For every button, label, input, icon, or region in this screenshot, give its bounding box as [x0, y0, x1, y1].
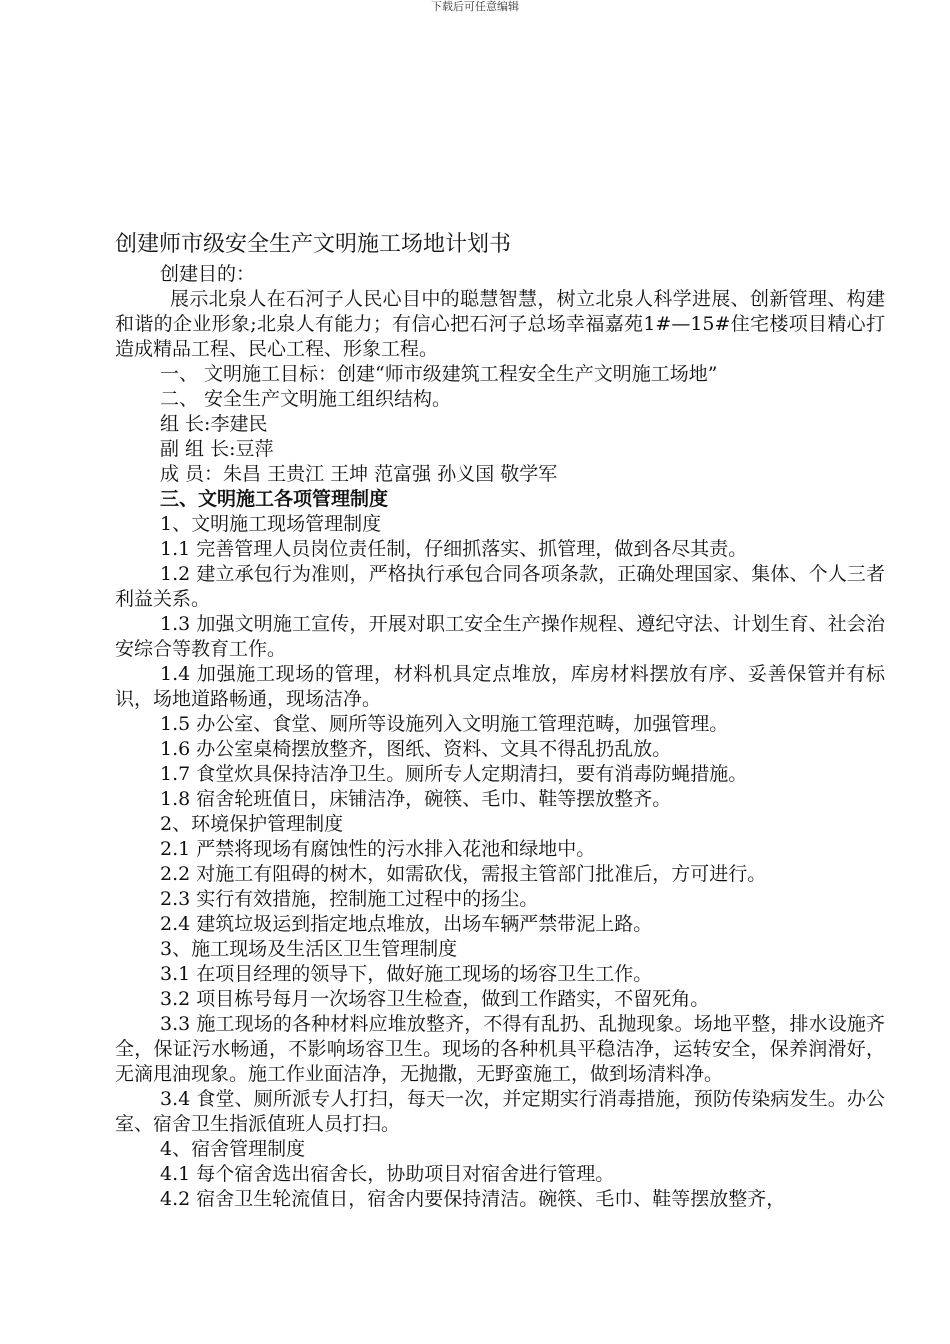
subsection-1-heading: 1、文明施工现场管理制度	[160, 513, 382, 535]
clause-1-8: 1.8 宿舍轮班值日，床铺洁净，碗筷、毛巾、鞋等摆放整齐。	[160, 788, 672, 810]
clause-3-1: 3.1 在项目经理的领导下，做好施工现场的场容卫生工作。	[160, 963, 653, 985]
clause-2-3: 2.3 实行有效措施，控制施工过程中的扬尘。	[160, 888, 539, 910]
clause-1-4: 1.4 加强施工现场的管理，材料机具定点堆放，库房材料摆放有序、妥善保管并有标识，场地道路畅通，现场洁净。	[115, 663, 885, 710]
document-title: 创建师市级安全生产文明施工场地计划书	[115, 232, 512, 257]
subsection-3-heading: 3、施工现场及生活区卫生管理制度	[160, 938, 458, 960]
subsection-4-heading: 4、宿舍管理制度	[160, 1138, 306, 1160]
section-1-goal: 一、 文明施工目标：创建“师市级建筑工程安全生产文明施工场地”	[160, 363, 718, 385]
document-body	[115, 230, 885, 1212]
clause-4-2: 4.2 宿舍卫生轮流值日，宿舍内要保持清洁。碗筷、毛巾、鞋等摆放整齐，	[160, 1188, 786, 1210]
clause-4-1: 4.1 每个宿舍选出宿舍长，协助项目对宿舍进行管理。	[160, 1163, 615, 1185]
clause-1-2: 1.2 建立承包行为准则，严格执行承包合同各项条款，正确处理国家、集体、个人三者利益关系。	[115, 563, 885, 610]
clause-1-5: 1.5 办公室、食堂、厕所等设施列入文明施工管理范畴，加强管理。	[160, 713, 729, 735]
clause-3-2: 3.2 项目栋号每月一次场容卫生检查，做到工作踏实，不留死角。	[160, 988, 710, 1010]
subsection-2-heading: 2、环境保护管理制度	[160, 813, 344, 835]
clause-2-2: 2.2 对施工有阻碍的树木，如需砍伐，需报主管部门批准后，方可进行。	[160, 863, 767, 885]
clause-3-3: 3.3 施工现场的各种材料应堆放整齐，不得有乱扔、乱抛现象。场地平整，排水设施齐全，保证污水畅通，不影响场容卫生。现场的各种机具平稳洁净，运转安全，保养润滑好，无滴甩油现象。施工作业面洁净，无抛撒，无野蛮施工，做到场清料净。	[115, 1013, 885, 1085]
clause-2-1: 2.1 严禁将现场有腐蚀性的污水排入花池和绿地中。	[160, 838, 596, 860]
clause-1-1: 1.1 完善管理人员岗位责任制，仔细抓落实、抓管理，做到各尽其责。	[160, 538, 748, 560]
purpose-paragraph: 展示北泉人在石河子人民心目中的聪慧智慧，树立北泉人科学进展、创新管理、构建和谐的企业形象;北泉人有能力；有信心把石河子总场幸福嘉苑1#—15#住宅楼项目精心打造成精品工程、民心工程、形象工程。	[115, 288, 885, 360]
clause-1-6: 1.6 办公室桌椅摆放整齐，图纸、资料、文具不得乱扔乱放。	[160, 738, 672, 760]
org-members: 成 员：朱昌 王贵江 王坤 范富强 孙义国 敬学军	[160, 463, 558, 485]
section-2-organization: 二、 安全生产文明施工组织结构。	[160, 388, 452, 410]
purpose-heading: 创建目的：	[160, 263, 256, 285]
clause-2-4: 2.4 建筑垃圾运到指定地点堆放，出场车辆严禁带泥上路。	[160, 913, 653, 935]
org-deputy-leader: 副 组 长:豆萍	[160, 438, 274, 460]
header-note: 下载后可任意编辑	[431, 0, 519, 13]
section-3-heading: 三、文明施工各项管理制度	[160, 488, 389, 510]
clause-3-4: 3.4 食堂、厕所派专人打扫，每天一次，并定期实行消毒措施，预防传染病发生。办公室、宿舍卫生指派值班人员打扫。	[115, 1088, 885, 1135]
clause-1-7: 1.7 食堂炊具保持洁净卫生。厕所专人定期清扫，要有消毒防蝇措施。	[160, 763, 748, 785]
org-leader: 组 长:李建民	[160, 413, 268, 435]
clause-1-3: 1.3 加强文明施工宣传，开展对职工安全生产操作规程、遵纪守法、计划生育、社会治安综合等教育工作。	[115, 613, 885, 660]
